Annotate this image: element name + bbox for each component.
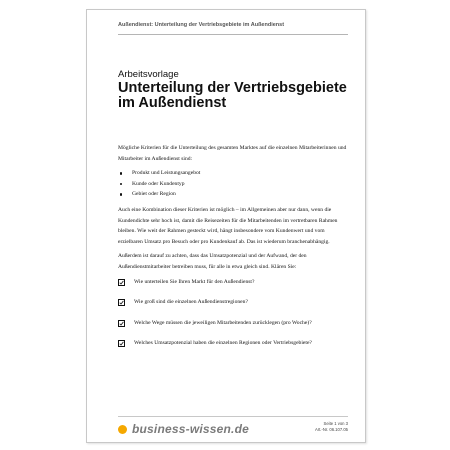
combination-paragraph: Auch eine Kombination dieser Kriterien ist möglich – im Allgemeinen aber nur dann, wenn die Kundendichte sehr hoch ist, damit die Reisezeiten für die Mitarbeitenden im vertretbaren Rahmen bleiben. Wie weit der Rahmen gesteckt wird, hängt insbesondere vom Kundenwert und vom erzielbaren Umsatz pro Besuch oder pro Kundenkauf ab. Das ist wiederum branchenabhängig.: [118, 206, 338, 245]
footer-divider: [118, 416, 348, 417]
document-page: [86, 9, 366, 443]
checklist-item: [118, 318, 350, 329]
bullet-icon: [120, 172, 122, 174]
checkbox-checked-icon: [118, 279, 125, 286]
brand-logo: [118, 422, 249, 436]
list-item-text: Kunde oder Kundentyp: [132, 180, 185, 187]
checkbox-checked-icon: [118, 320, 125, 327]
checklist-item-text: Welche Wege müssen die jeweiligen Mitarbeitenden zurücklegen (pro Woche)?: [134, 319, 312, 326]
checklist-item-text: Wie unterteilen Sie Ihren Markt für den Außendienst?: [134, 278, 255, 285]
list-item: [118, 189, 350, 200]
document-body: [118, 143, 350, 359]
header-divider: [118, 34, 348, 35]
page-meta: [315, 421, 348, 433]
bullet-icon: [120, 193, 122, 195]
criteria-list: [118, 168, 350, 200]
article-number: Art.-Nr. 06.107.05: [314, 427, 348, 432]
potential-paragraph: Außerdem ist darauf zu achten, dass das Umsatzpotenzial und der Aufwand, der den Außendienstmitarbeiter betreiben muss, für alle in etwa gleich sind. Klären Sie:: [118, 253, 307, 270]
running-header: Außendienst: Unterteilung der Vertriebsgebiete im Außendienst: [118, 22, 285, 28]
logo-dot-icon: [118, 425, 127, 434]
page-number: Seite 1 von 3: [323, 421, 348, 426]
checklist-item-text: Wie groß sind die einzelnen Außendienstregionen?: [134, 299, 248, 306]
bullet-icon: [120, 183, 122, 185]
checklist-item: [118, 338, 350, 349]
checklist: [118, 277, 350, 349]
list-item-text: Gebiet oder Region: [132, 191, 176, 198]
checklist-item: [118, 297, 350, 308]
list-item: [118, 179, 350, 190]
checklist-item-text: Welches Umsatzpotenzial haben die einzelnen Regionen oder Vertriebsgebiete?: [134, 340, 312, 347]
logo-text: business-wissen.de: [132, 422, 249, 436]
checkbox-checked-icon: [118, 299, 125, 306]
checkbox-checked-icon: [118, 340, 125, 347]
document-title: Unterteilung der Vertriebsgebiete im Außendienst: [118, 80, 347, 111]
checklist-item: [118, 277, 350, 288]
list-item-text: Produkt und Leistungsangebot: [132, 170, 201, 177]
intro-paragraph: Mögliche Kriterien für die Unterteilung des gesamten Marktes auf die einzelnen Mitarbeiterinnen und Mitarbeiter im Außendienst sind:: [118, 145, 347, 162]
document-type-label: Arbeitsvorlage: [118, 69, 179, 80]
list-item: [118, 168, 350, 179]
